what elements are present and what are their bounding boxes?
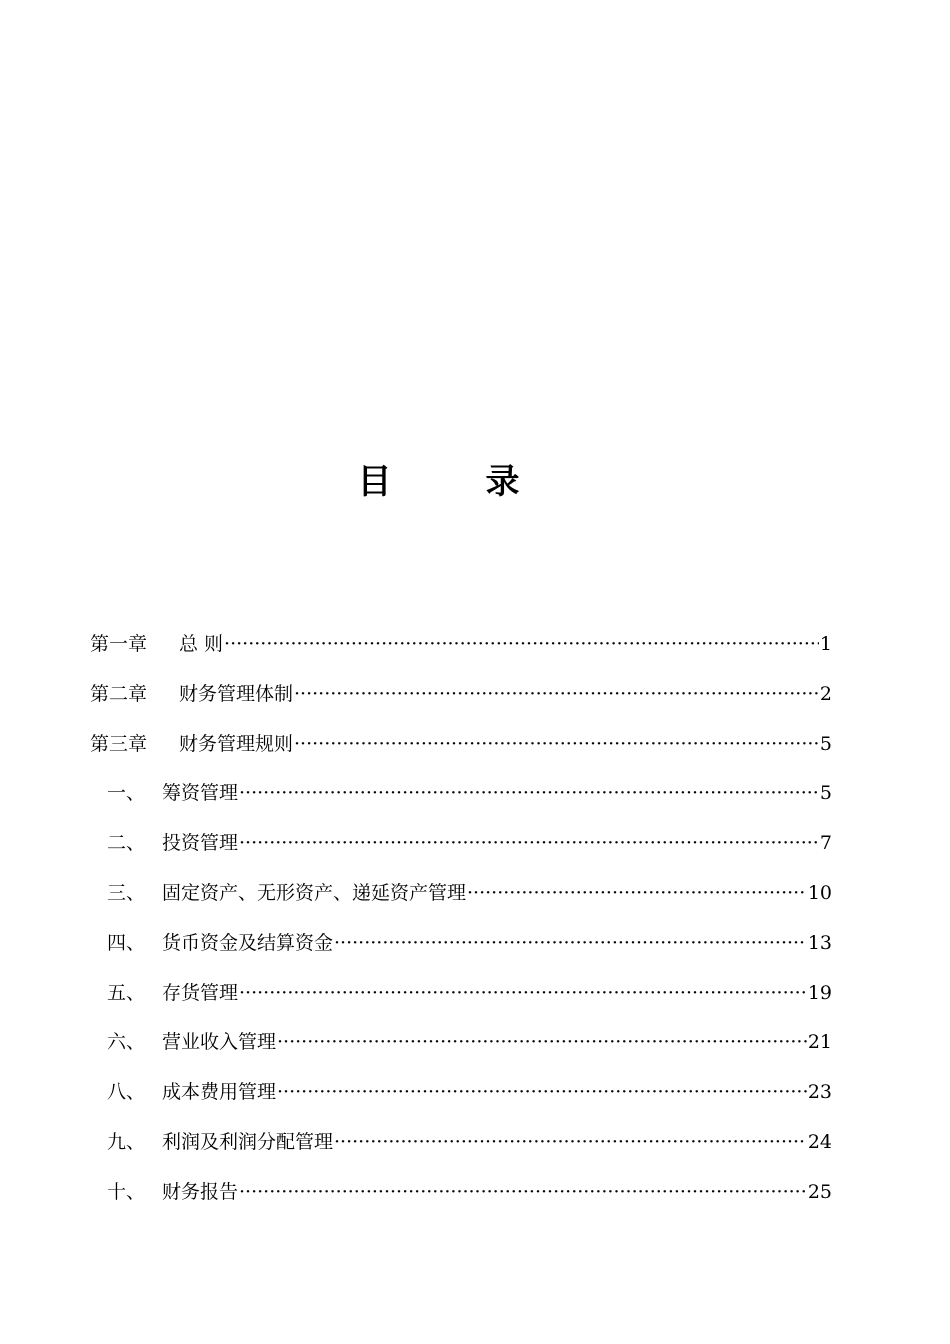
toc-entry-title: 货币资金及结算资金 (162, 931, 334, 954)
toc-entry[interactable] (90, 626, 832, 676)
toc-entry[interactable] (90, 1124, 832, 1174)
toc-title: 目 录 (357, 462, 550, 502)
toc-dot-leader (294, 726, 819, 762)
toc-dot-leader (239, 775, 819, 811)
toc-entry-page: 19 (807, 981, 832, 1004)
toc-entry-title: 筹资管理 (162, 782, 239, 805)
toc-dot-leader (334, 925, 807, 961)
toc-dot-leader (239, 825, 819, 861)
toc-entry[interactable] (90, 1074, 832, 1124)
toc-entry-page: 5 (819, 782, 832, 805)
toc-entry-number: 十、 (107, 1180, 146, 1203)
toc-entry-number: 第一章 (90, 633, 148, 655)
toc-entry-title: 固定资产、无形资产、递延资产管理 (162, 881, 467, 904)
toc-entry-number: 一、 (107, 782, 146, 805)
toc-entry-page: 13 (807, 931, 832, 954)
toc-entry-title: 存货管理 (162, 981, 239, 1004)
toc-entry[interactable] (90, 1024, 832, 1074)
toc-entry-page: 25 (807, 1180, 832, 1203)
toc-dot-leader (334, 1124, 807, 1160)
toc-entry-number: 第二章 (90, 682, 148, 705)
toc-entry-page: 5 (819, 732, 832, 755)
toc-entry-title: 财务管理规则 (179, 732, 294, 755)
toc-entry-title: 营业收入管理 (162, 1031, 277, 1054)
toc-dot-leader (467, 875, 807, 911)
toc-entry-number: 四、 (107, 931, 146, 954)
toc-entry-title: 财务管理体制 (179, 682, 294, 705)
toc-entry[interactable] (90, 825, 832, 875)
toc-dot-leader (277, 1024, 807, 1060)
toc-entry[interactable] (90, 775, 832, 825)
toc-entry-title: 总 则 (179, 633, 224, 655)
toc-entry-page: 2 (819, 682, 832, 705)
toc-entry-number: 八、 (107, 1081, 146, 1104)
toc-entry-page: 21 (807, 1031, 832, 1054)
toc-entry[interactable] (90, 925, 832, 975)
toc-entry-page: 1 (819, 633, 832, 655)
toc-entry-number: 三、 (107, 881, 146, 904)
toc-entry-number: 二、 (107, 832, 146, 855)
toc-entry-number: 六、 (107, 1031, 146, 1054)
toc-entry-number: 五、 (107, 981, 146, 1004)
toc-entry-number: 第三章 (90, 732, 148, 755)
toc-entry-page: 24 (807, 1130, 832, 1153)
toc-entry-title: 投资管理 (162, 832, 239, 855)
toc-dot-leader (224, 626, 819, 662)
toc-list (90, 626, 832, 1224)
toc-entry-title: 利润及利润分配管理 (162, 1130, 334, 1153)
toc-dot-leader (239, 975, 807, 1011)
toc-entry-page: 23 (807, 1081, 832, 1104)
toc-entry[interactable] (90, 975, 832, 1025)
toc-entry-number: 九、 (107, 1130, 146, 1153)
toc-entry[interactable] (90, 875, 832, 925)
toc-entry-page: 10 (807, 881, 832, 904)
toc-entry[interactable] (90, 726, 832, 776)
toc-dot-leader (239, 1174, 807, 1210)
toc-entry-title: 成本费用管理 (162, 1081, 277, 1104)
toc-entry[interactable] (90, 1174, 832, 1224)
toc-entry[interactable] (90, 676, 832, 726)
toc-entry-title: 财务报告 (162, 1180, 239, 1203)
toc-dot-leader (294, 676, 819, 712)
toc-entry-page: 7 (819, 832, 832, 855)
toc-dot-leader (277, 1074, 807, 1110)
